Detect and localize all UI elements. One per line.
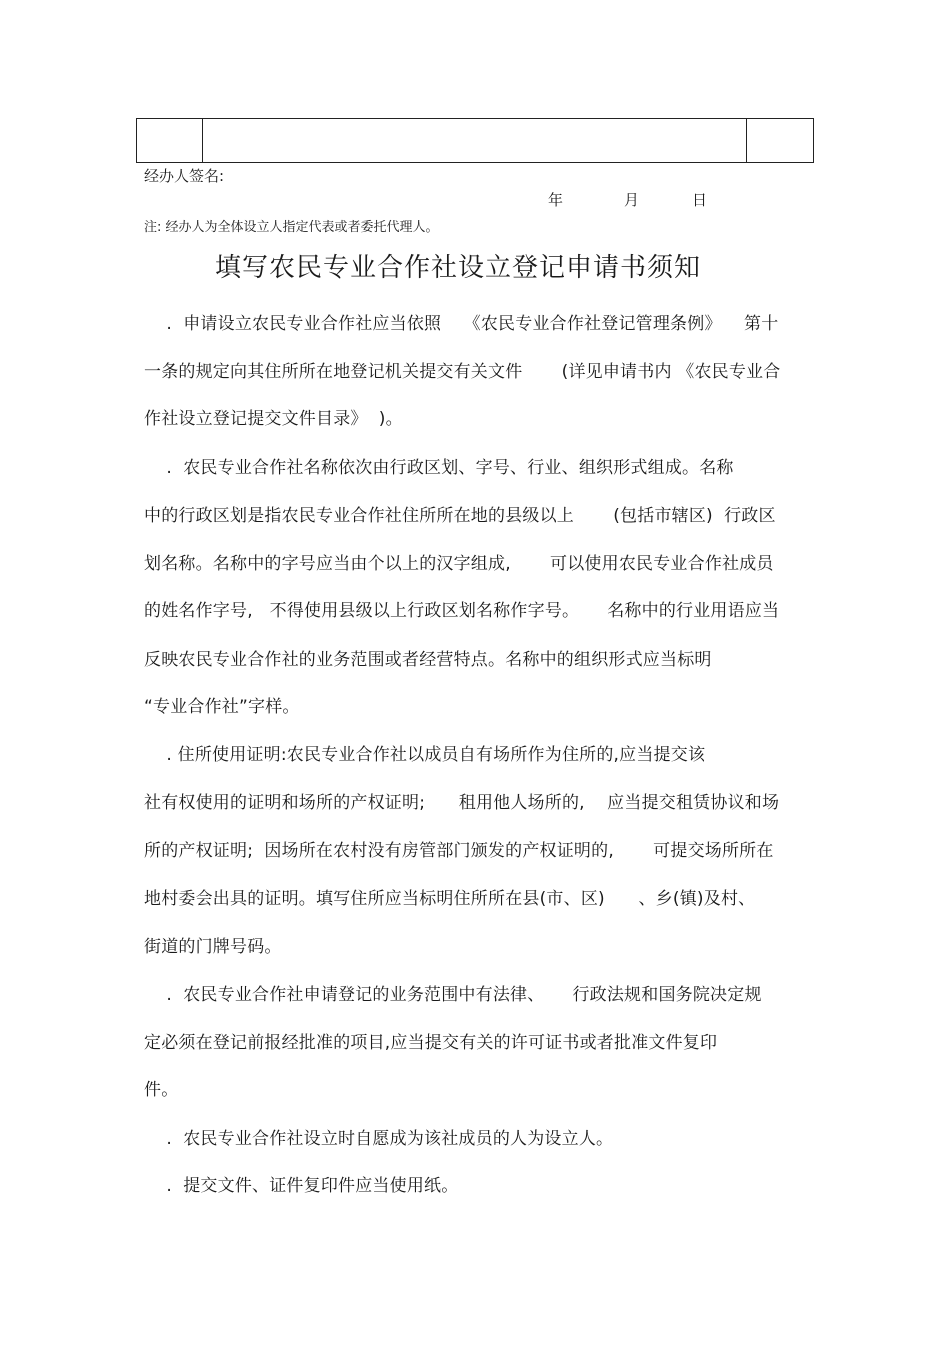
para-line: 地村委会出具的证明。填写住所应当标明住所所在县(市、区) 、乡(镇)及村、 — [144, 889, 756, 909]
para-line: 定必须在登记前报经批准的项目,应当提交有关的许可证书或者批准文件复印 — [144, 1033, 718, 1053]
date-year: 年 — [548, 191, 564, 209]
para-line: 中的行政区划是指农民专业合作社住所所在地的县级以上 (包括市辖区) 行政区 — [144, 506, 776, 526]
para-line: 反映农民专业合作社的业务范围或者经营特点。名称中的组织形式应当标明 — [144, 650, 712, 670]
para-line: 作社设立登记提交文件目录》 )。 — [144, 409, 403, 429]
form-footer-table — [136, 118, 814, 163]
para-line: 社有权使用的证明和场所的产权证明; 租用他人场所的, 应当提交租赁协议和场 — [144, 793, 780, 813]
para-line: 一条的规定向其住所所在地登记机关提交有关文件 (详见申请书内 《农民专业合 — [144, 362, 781, 382]
table-cell-right — [747, 119, 814, 163]
para-line: 所的产权证明; 因场所在农村没有房管部门颁发的产权证明的, 可提交场所所在 — [144, 841, 774, 861]
para-line: 件。 — [144, 1080, 179, 1100]
date-day: 日 — [692, 191, 708, 209]
table-cell-middle — [203, 119, 747, 163]
para-line: . 农民专业合作社名称依次由行政区划、字号、行业、组织形式组成。名称 — [144, 458, 734, 478]
para-line: . 农民专业合作社设立时自愿成为该社成员的人为设立人。 — [144, 1129, 614, 1149]
para-line: . 提交文件、证件复印件应当使用纸。 — [144, 1176, 459, 1196]
signer-note: 注: 经办人为全体设立人指定代表或者委托代理人。 — [144, 220, 439, 235]
para-line: 划名称。名称中的字号应当由个以上的汉字组成, 可以使用农民专业合作社成员 — [144, 554, 774, 574]
para-line: . 住所使用证明:农民专业合作社以成员自有场所作为住所的,应当提交该 — [144, 745, 706, 765]
para-line: . 农民专业合作社申请登记的业务范围中有法律、 行政法规和国务院决定规 — [144, 985, 762, 1005]
page-title: 填写农民专业合作社设立登记申请书须知 — [215, 253, 702, 283]
para-line: . 申请设立农民专业合作社应当依照 《农民专业合作社登记管理条例》 第十 — [144, 314, 779, 334]
para-line: 的姓名作字号, 不得使用县级以上行政区划名称作字号。 名称中的行业用语应当 — [144, 601, 780, 621]
signature-label: 经办人签名: — [144, 167, 225, 185]
para-line: 街道的门牌号码。 — [144, 937, 282, 957]
para-line: “专业合作社”字样。 — [144, 697, 300, 717]
date-month: 月 — [624, 191, 640, 209]
table-cell-left — [137, 119, 203, 163]
